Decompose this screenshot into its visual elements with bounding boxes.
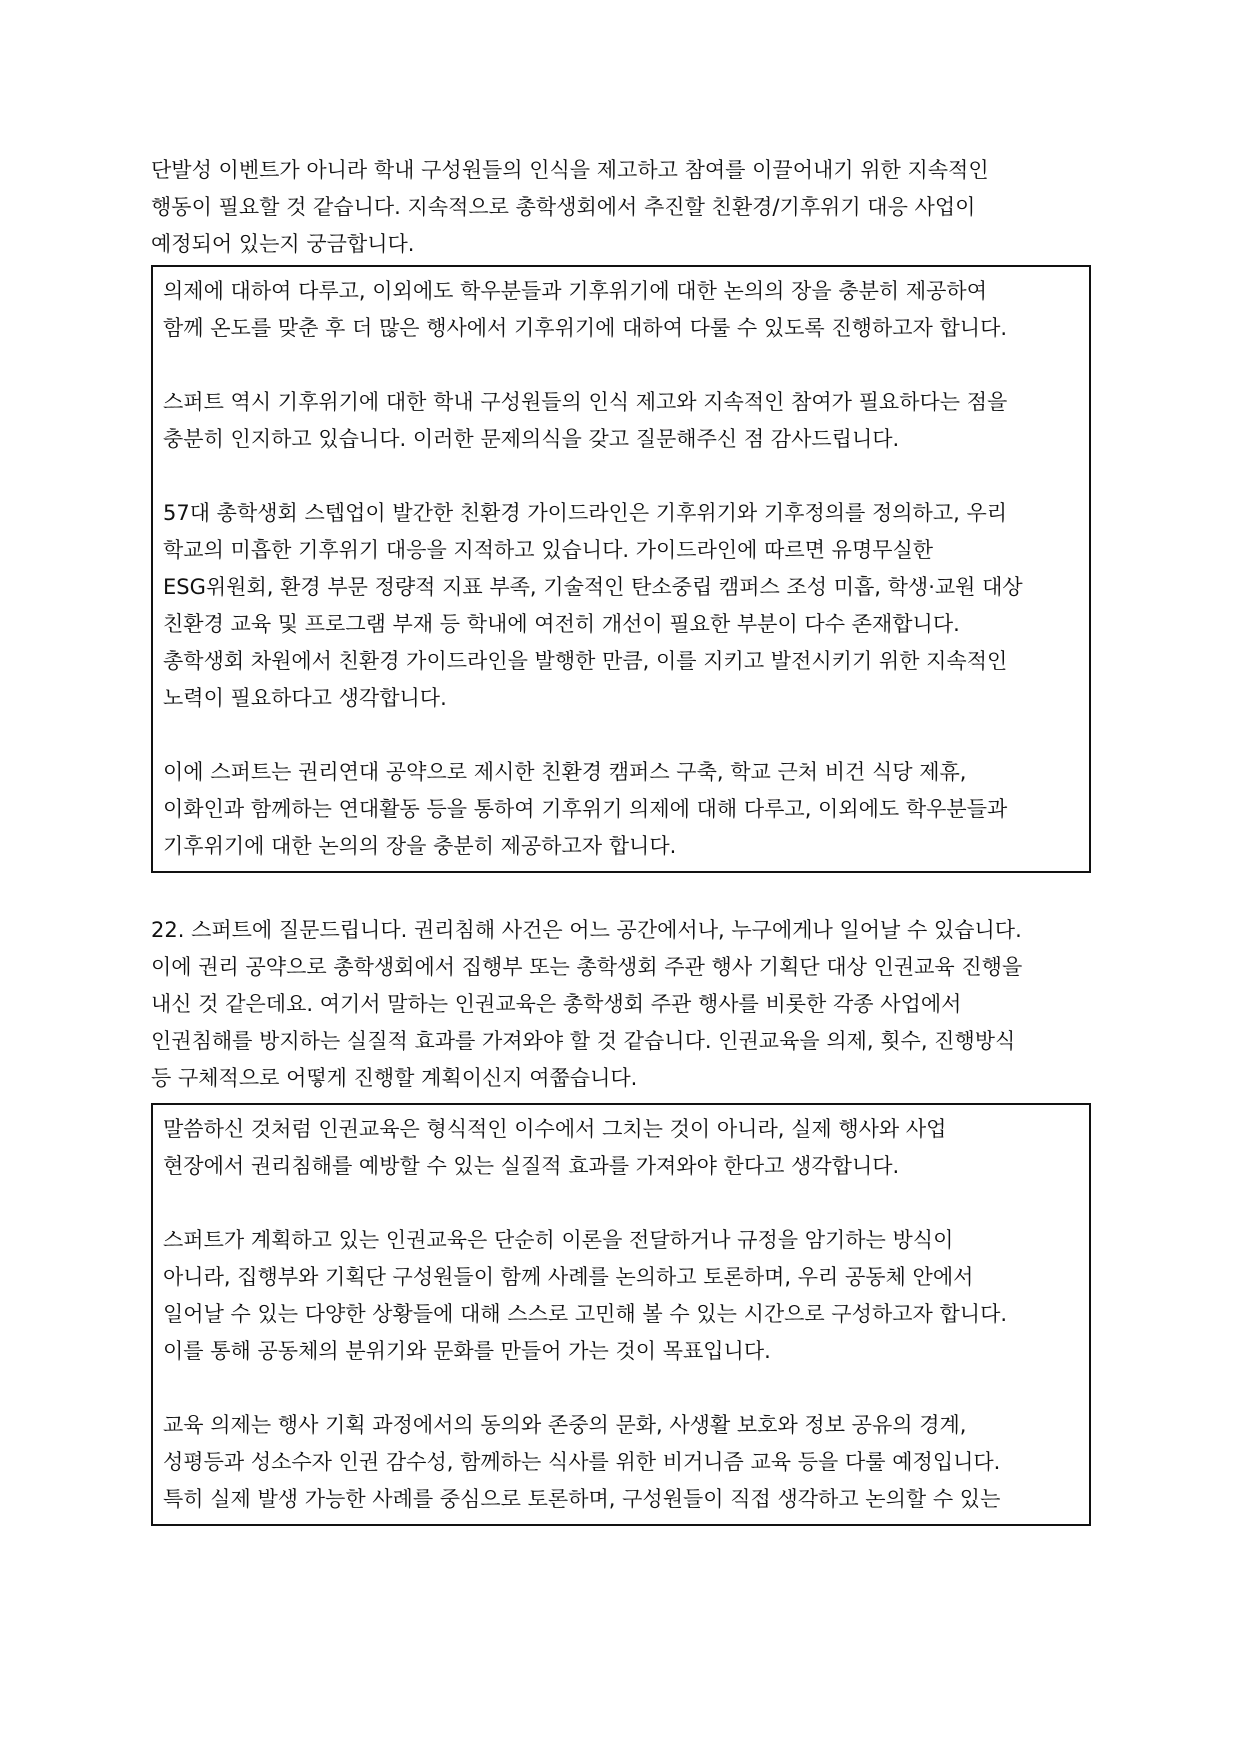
intro-question-text — [151, 152, 1091, 263]
text-line: 총학생회 차원에서 친환경 가이드라인을 발행한 만큼, 이를 지키고 발전시키기 위한 지속적인 — [163, 649, 1008, 673]
paragraph-gap — [163, 717, 1079, 754]
text-line: 57대 총학생회 스텝업이 발간한 친환경 가이드라인은 기후위기와 기후정의를 정의하고, 우리 — [163, 501, 1008, 525]
text-line: 이에 스퍼트는 권리연대 공약으로 제시한 친환경 캠퍼스 구축, 학교 근처 비건 식당 제휴, — [163, 760, 967, 784]
text-line: 스퍼트 역시 기후위기에 대한 학내 구성원들의 인식 제고와 지속적인 참여가 필요하다는 점을 — [163, 390, 1008, 414]
paragraph-gap — [163, 347, 1079, 384]
text-line: 학교의 미흡한 기후위기 대응을 지적하고 있습니다. 가이드라인에 따르면 유명무실한 — [163, 538, 934, 562]
text-line: 교육 의제는 행사 기획 과정에서의 동의와 존중의 문화, 사생활 보호와 정보 공유의 경계, — [163, 1413, 967, 1437]
text-line: 이를 통해 공동체의 분위기와 문화를 만들어 가는 것이 목표입니다. — [163, 1339, 771, 1363]
document-page — [151, 152, 1091, 1526]
text-line: 함께 온도를 맞춘 후 더 많은 행사에서 기후위기에 대하여 다룰 수 있도록 진행하고자 합니다. — [163, 316, 1008, 340]
paragraph-gap — [163, 1370, 1079, 1407]
question-22-text — [151, 912, 1091, 1097]
paragraph-gap — [163, 458, 1079, 495]
text-line: 행동이 필요할 것 같습니다. 지속적으로 총학생회에서 추진할 친환경/기후위기 대응 사업이 — [151, 195, 976, 219]
text-line: 이화인과 함께하는 연대활동 등을 통하여 기후위기 의제에 대해 다루고, 이외에도 학우분들과 — [163, 797, 1008, 821]
text-line: 등 구체적으로 어떻게 진행할 계획이신지 여쭙습니다. — [151, 1066, 638, 1090]
text-line: 스퍼트가 계획하고 있는 인권교육은 단순히 이론을 전달하거나 규정을 암기하는 방식이 — [163, 1228, 954, 1252]
text-line: 말씀하신 것처럼 인권교육은 형식적인 이수에서 그치는 것이 아니라, 실제 행사와 사업 — [163, 1117, 947, 1141]
text-line: 기후위기에 대한 논의의 장을 충분히 제공하고자 합니다. — [163, 834, 677, 858]
text-line: 성평등과 성소수자 인권 감수성, 함께하는 식사를 위한 비거니즘 교육 등을 다룰 예정입니다. — [163, 1450, 1001, 1474]
text-line: 친환경 교육 및 프로그램 부재 등 학내에 여전히 개선이 필요한 부분이 다수 존재합니다. — [163, 612, 960, 636]
answer-box-human-rights — [151, 1103, 1091, 1526]
text-line: 특히 실제 발생 가능한 사례를 중심으로 토론하며, 구성원들이 직접 생각하고 논의할 수 있는 — [163, 1487, 1001, 1511]
text-line: 단발성 이벤트가 아니라 학내 구성원들의 인식을 제고하고 참여를 이끌어내기 위한 지속적인 — [151, 158, 989, 182]
text-line: 인권침해를 방지하는 실질적 효과를 가져와야 할 것 같습니다. 인권교육을 의제, 횟수, 진행방식 — [151, 1029, 1016, 1053]
text-line: 의제에 대하여 다루고, 이외에도 학우분들과 기후위기에 대한 논의의 장을 충분히 제공하여 — [163, 279, 988, 303]
text-line: ESG위원회, 환경 부문 정량적 지표 부족, 기술적인 탄소중립 캠퍼스 조성 미흡, 학생·교원 대상 — [163, 575, 1023, 599]
paragraph-gap — [163, 1185, 1079, 1222]
text-line: 일어날 수 있는 다양한 상황들에 대해 스스로 고민해 볼 수 있는 시간으로 구성하고자 합니다. — [163, 1302, 1008, 1326]
text-line: 예정되어 있는지 궁금합니다. — [151, 232, 415, 256]
text-line: 충분히 인지하고 있습니다. 이러한 문제의식을 갖고 질문해주신 점 감사드립니다. — [163, 427, 900, 451]
text-line: 22. 스퍼트에 질문드립니다. 권리침해 사건은 어느 공간에서나, 누구에게나 일어날 수 있습니다. — [151, 918, 1022, 942]
answer-box-climate — [151, 265, 1091, 873]
text-line: 현장에서 권리침해를 예방할 수 있는 실질적 효과를 가져와야 한다고 생각합니다. — [163, 1154, 900, 1178]
text-line: 이에 권리 공약으로 총학생회에서 집행부 또는 총학생회 주관 행사 기획단 대상 인권교육 진행을 — [151, 955, 1023, 979]
text-line: 노력이 필요하다고 생각합니다. — [163, 686, 447, 710]
text-line: 내신 것 같은데요. 여기서 말하는 인권교육은 총학생회 주관 행사를 비롯한 각종 사업에서 — [151, 992, 962, 1016]
text-line: 아니라, 집행부와 기획단 구성원들이 함께 사례를 논의하고 토론하며, 우리 공동체 안에서 — [163, 1265, 974, 1289]
